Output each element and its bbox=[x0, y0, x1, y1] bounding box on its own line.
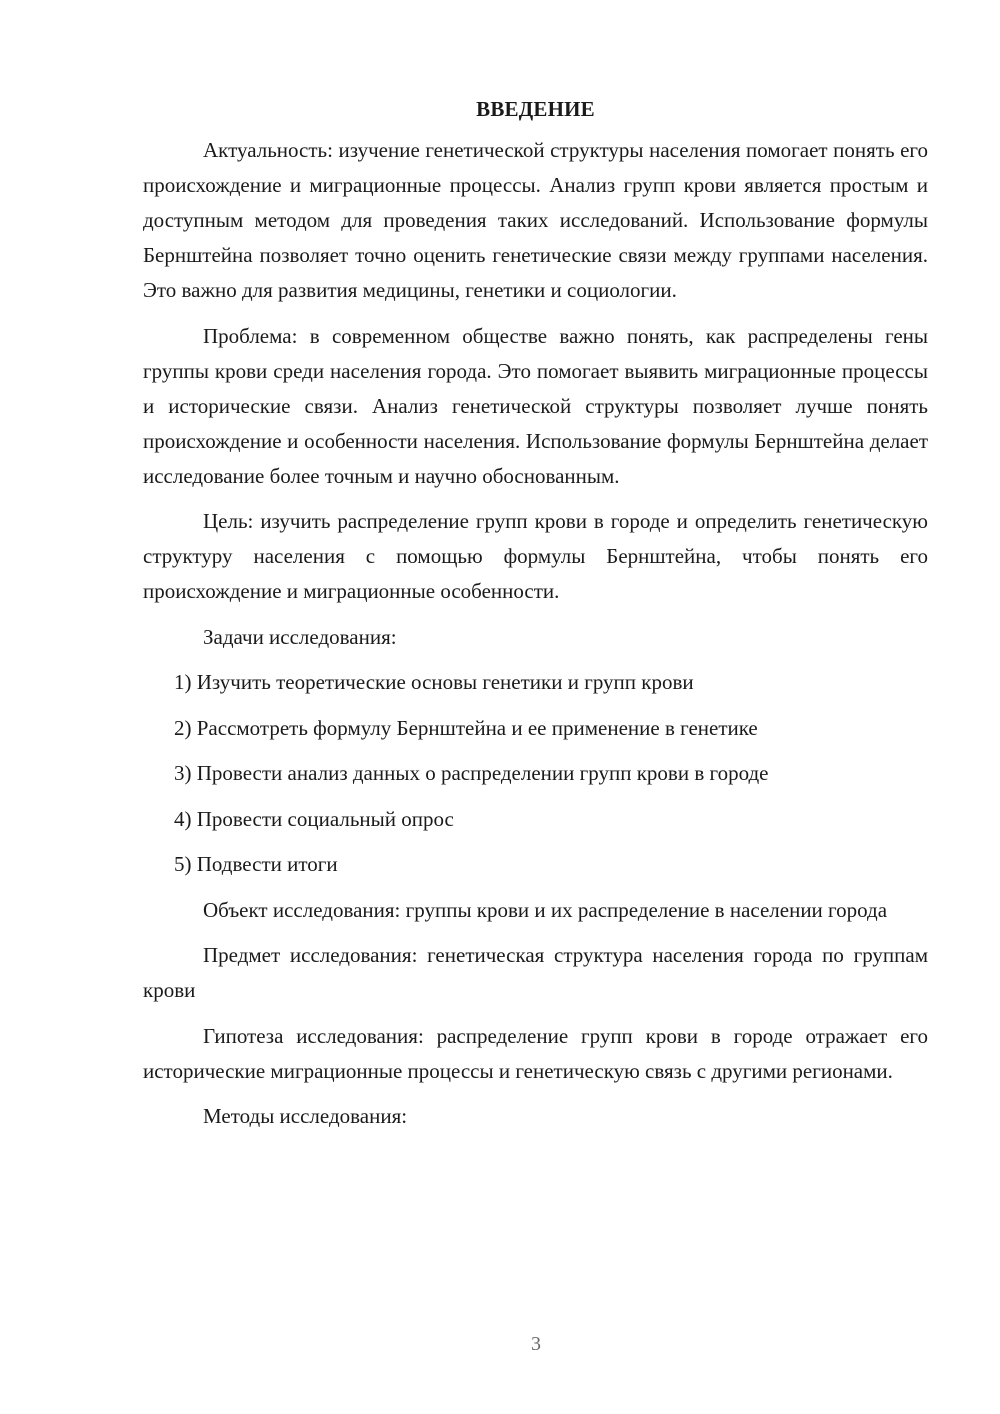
paragraph-hypothesis: Гипотеза исследования: распределение групп крови в городе отражает его исторические миграционные процессы и генетическую связь с другими регионами. bbox=[143, 1023, 928, 1083]
list-item: 5) Подвести итоги bbox=[174, 852, 338, 876]
tasks-heading: Задачи исследования: bbox=[203, 624, 397, 649]
paragraph-relevance: Актуальность: изучение генетической структуры населения помогает понять его происхождение и миграционные процессы. Анализ групп крови является простым и доступным методом для проведения таких исследований. Использование формулы Бернштейна позволяет точно оценить генетические связи между группами населения. Это важно для развития медицины, генетики и социологии. bbox=[143, 138, 928, 302]
document-page bbox=[143, 92, 928, 1145]
methods-heading: Методы исследования: bbox=[203, 1104, 408, 1128]
page-number: 3 bbox=[531, 1333, 541, 1355]
paragraph-problem: Проблема: в современном обществе важно понять, как распределены гены группы крови среди населения города. Это помогает выявить миграционные процессы и исторические связи. Анализ генетической структуры позволяет лучше понять происхождение и особенности населения. Использование формулы Бернштейна делает исследование более точным и научно обоснованным. bbox=[143, 323, 928, 488]
paragraph-subject: Предмет исследования: генетическая структура населения города по группам крови bbox=[143, 943, 928, 1002]
paragraph-object: Объект исследования: группы крови и их распределение в населении города bbox=[203, 897, 888, 922]
list-item: 2) Рассмотреть формулу Бернштейна и ее применение в генетике bbox=[174, 715, 758, 740]
tasks-list bbox=[143, 665, 928, 882]
section-title: ВВЕДЕНИЕ bbox=[476, 97, 595, 121]
list-item: 4) Провести социальный опрос bbox=[174, 806, 454, 831]
list-item: 3) Провести анализ данных о распределении групп крови в городе bbox=[174, 761, 769, 785]
paragraph-goal: Цель: изучить распределение групп крови в городе и определить генетическую структуру населения с помощью формулы Бернштейна, чтобы понять его происхождение и миграционные особенности. bbox=[143, 509, 928, 603]
list-item: 1) Изучить теоретические основы генетики и групп крови bbox=[174, 670, 694, 694]
